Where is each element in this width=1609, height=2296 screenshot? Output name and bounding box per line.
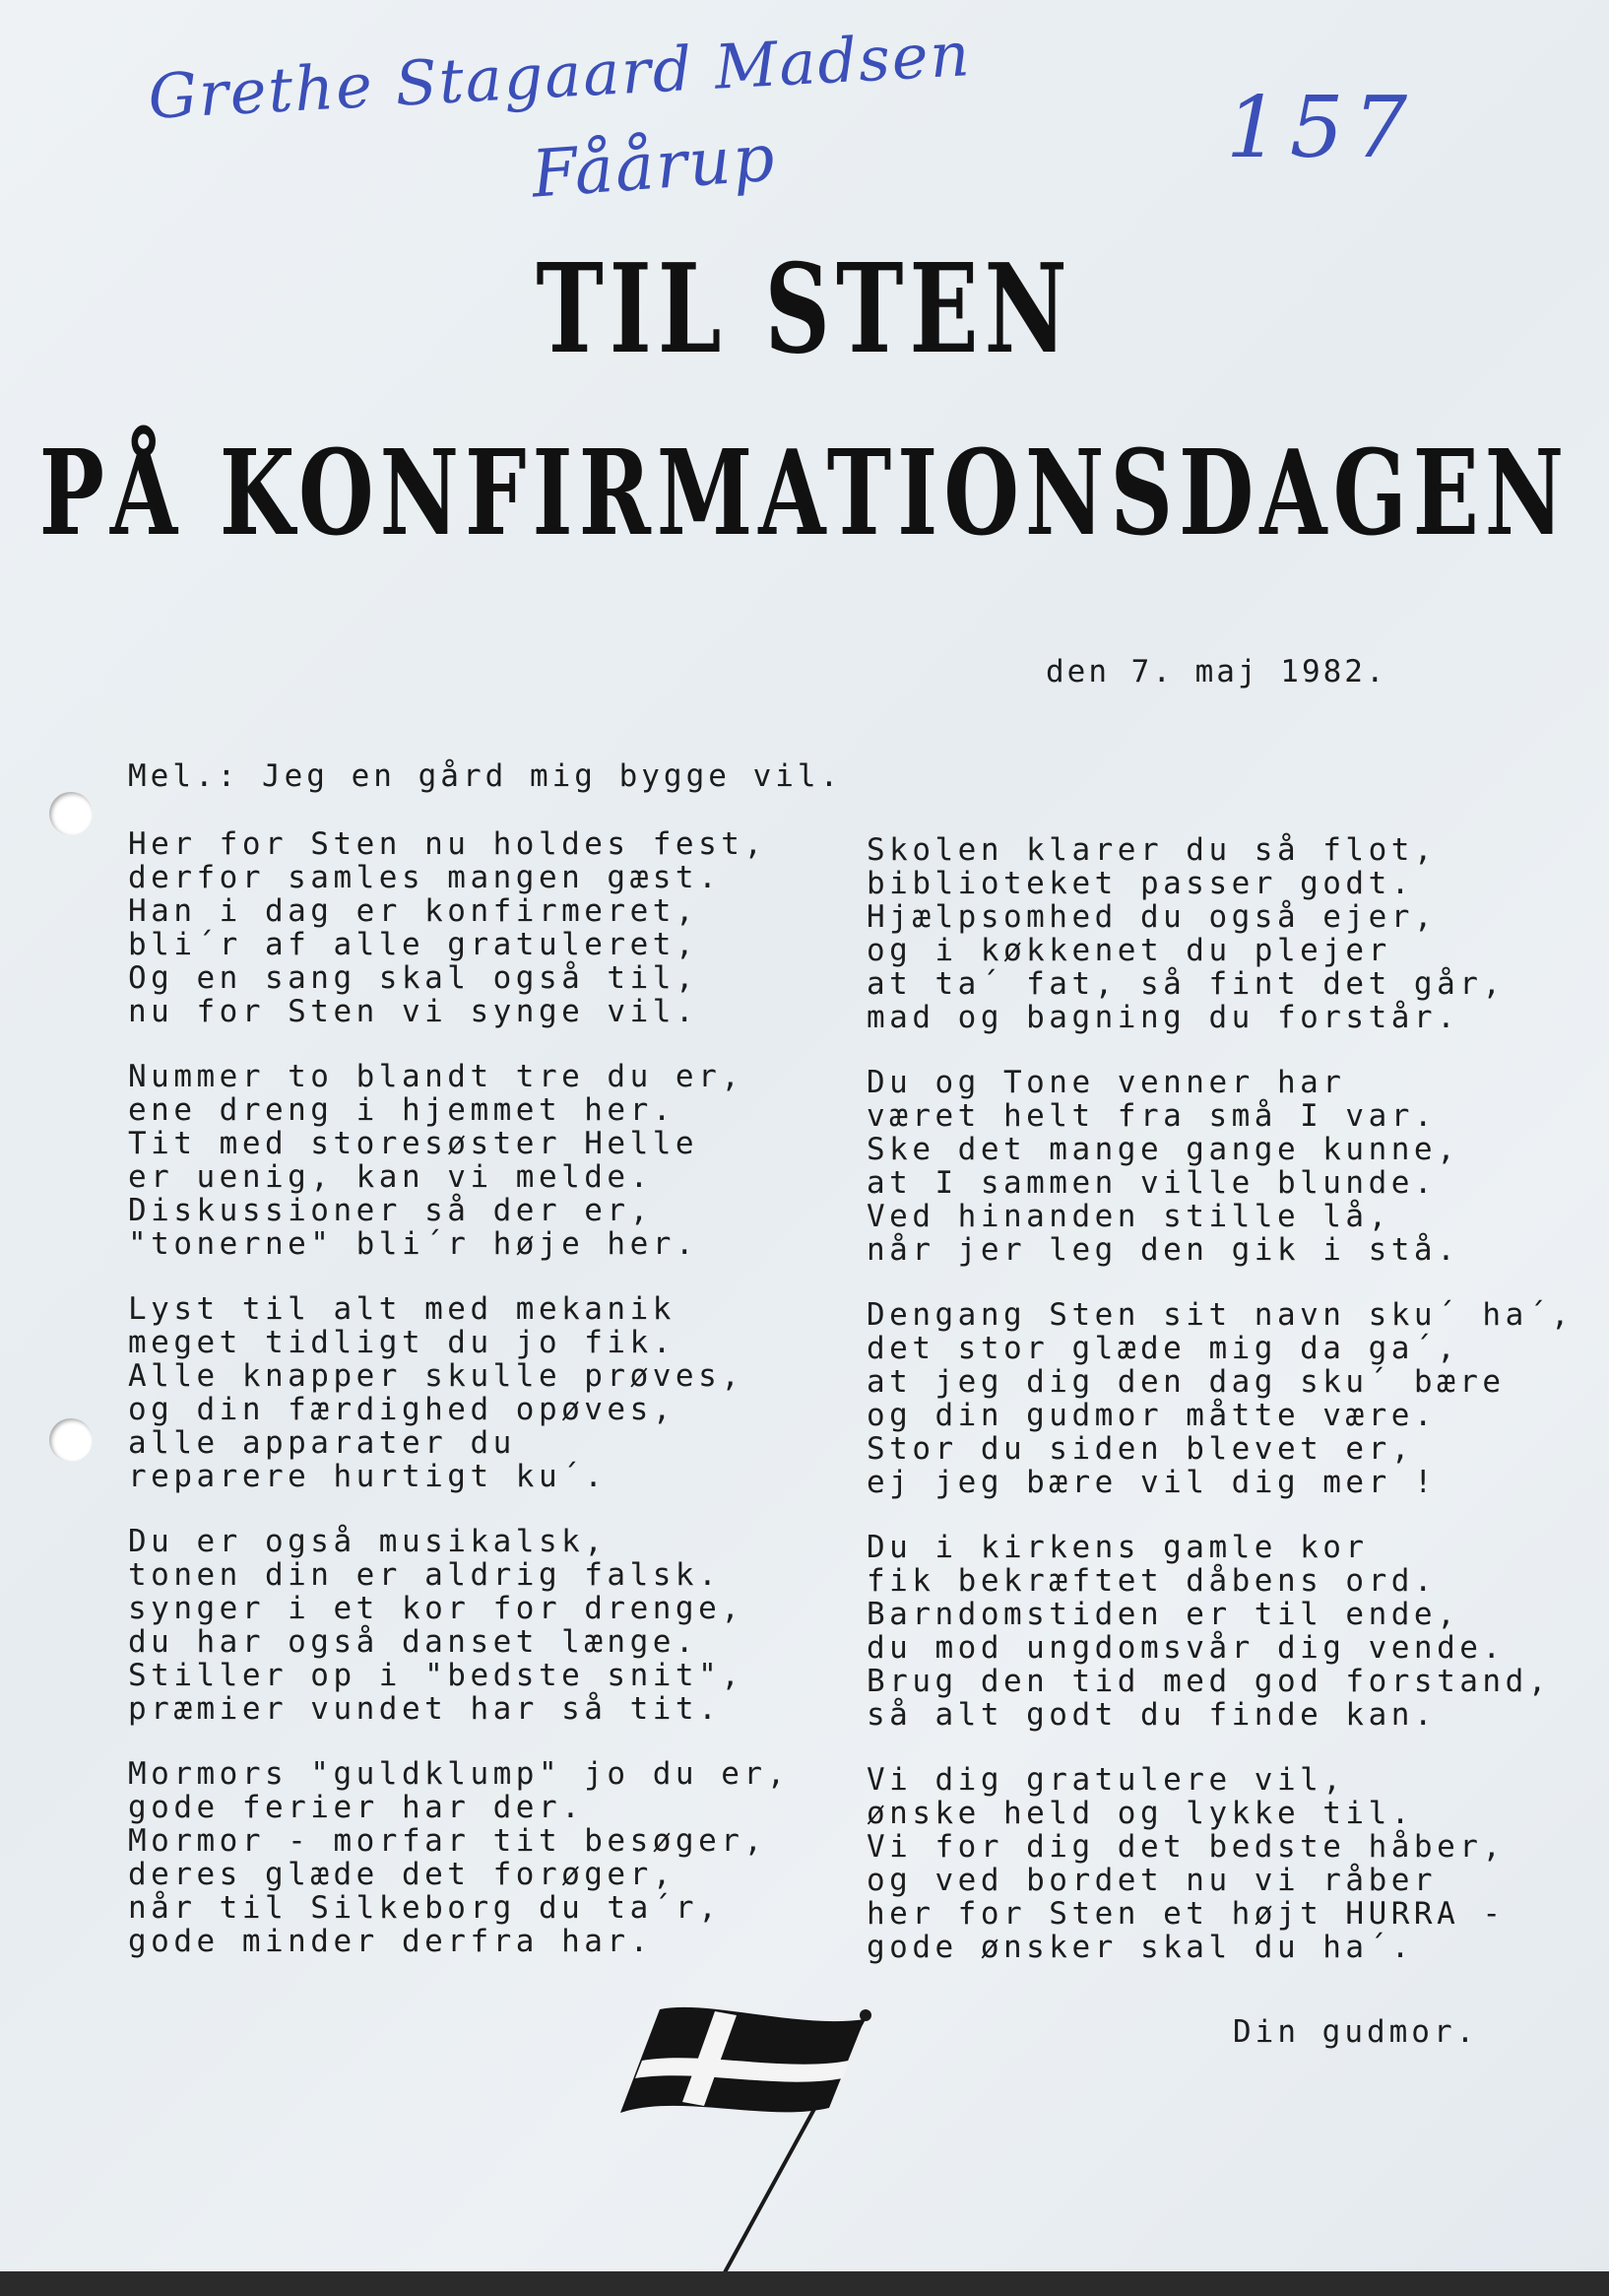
verse-line: ene dreng i hjemmet her. — [128, 1092, 676, 1128]
verse-line: Ved hinanden stille lå, — [867, 1199, 1391, 1234]
title-line-1: TIL STEN — [536, 237, 1073, 381]
verse — [867, 1066, 1576, 1267]
verse-line: Han i dag er konfirmeret, — [128, 893, 699, 929]
verse-line: "tonerne" bli´r høje her. — [128, 1226, 699, 1262]
verse — [128, 827, 778, 1028]
verse-line: derfor samles mangen gæst. — [128, 860, 722, 895]
verse-line: Vi for dig det bedste håber, — [867, 1829, 1506, 1865]
verse-line: Du er også musikalsk, — [128, 1524, 608, 1559]
verse-line: gode minder derfra har. — [128, 1924, 653, 1959]
danish-flag-icon — [620, 2000, 876, 2285]
verse-line: meget tidligt du jo fik. — [128, 1325, 676, 1360]
verse-line: Lyst til alt med mekanik — [128, 1291, 676, 1327]
verse-line: præmier vundet har så tit. — [128, 1691, 722, 1727]
verse-line: at jeg dig den dag sku´ bære — [867, 1364, 1506, 1400]
verse-line: du har også danset længe. — [128, 1624, 699, 1660]
left-column — [128, 826, 790, 1990]
verse-line: Barndomstiden er til ende, — [867, 1597, 1460, 1632]
verse-line: at ta´ fat, så fint det går, — [867, 966, 1506, 1002]
verse — [128, 1525, 778, 1726]
verse-line: er uenig, kan vi melde. — [128, 1159, 653, 1195]
verse-line: biblioteket passer godt. — [867, 866, 1414, 901]
verse-line: her for Sten et højt HURRA - — [867, 1896, 1506, 1932]
verse-line: Du og Tone venner har — [867, 1065, 1346, 1100]
verse-line: Brug den tid med god forstand, — [867, 1664, 1551, 1699]
handwritten-place: Fåårup — [529, 119, 779, 213]
verse-line: Nummer to blandt tre du er, — [128, 1059, 744, 1094]
verse-line: mad og bagning du forstår. — [867, 1000, 1460, 1035]
verse-line: og ved bordet nu vi råber — [867, 1863, 1438, 1898]
right-column — [867, 833, 1576, 1996]
verse-line: reparere hurtigt ku´. — [128, 1459, 608, 1494]
verse-line: bli´r af alle gratuleret, — [128, 927, 699, 962]
verse — [867, 833, 1576, 1034]
verse-line: Dengang Sten sit navn sku´ ha´, — [867, 1297, 1575, 1333]
verse-line: Ske det mange gange kunne, — [867, 1132, 1460, 1167]
verse-line: Skolen klarer du så flot, — [867, 832, 1438, 868]
verse-line: nu for Sten vi synge vil. — [128, 994, 699, 1029]
title-line-2: PÅ KONFIRMATIONSDAGEN — [38, 423, 1571, 562]
verse-line: været helt fra små I var. — [867, 1098, 1438, 1134]
date-line: den 7. maj 1982. — [1046, 654, 1387, 689]
punch-hole — [49, 792, 93, 835]
verse-line: gode ferier har der. — [128, 1790, 585, 1825]
verse — [128, 1060, 778, 1261]
verse-line: fik bekræftet dåbens ord. — [867, 1563, 1438, 1599]
verse-line: Og en sang skal også til, — [128, 960, 699, 996]
verse — [128, 1756, 790, 1959]
verse-line: Stor du siden blevet er, — [867, 1431, 1414, 1467]
handwritten-page-number: 157 — [1226, 79, 1418, 177]
verse-line: Mormors "guldklump" jo du er, — [128, 1756, 790, 1792]
punch-hole — [49, 1418, 93, 1462]
verse-line: og din gudmor måtte være. — [867, 1398, 1438, 1433]
verse-line: Mormor - morfar tit besøger, — [128, 1823, 767, 1859]
verse-line: tonen din er aldrig falsk. — [128, 1557, 722, 1593]
verse — [867, 1763, 1576, 1964]
verse-line: Alle knapper skulle prøves, — [128, 1358, 744, 1394]
verse-line: Vi dig gratulere vil, — [867, 1762, 1346, 1798]
verse-line: at I sammen ville blunde. — [867, 1165, 1438, 1201]
verse — [867, 1298, 1576, 1499]
verse — [867, 1531, 1576, 1732]
verse-line: Du i kirkens gamle kor — [867, 1530, 1369, 1565]
verse-line: så alt godt du finde kan. — [867, 1697, 1438, 1733]
verse-line: Tit med storesøster Helle — [128, 1126, 699, 1161]
verse-line: Hjælpsomhed du også ejer, — [867, 899, 1438, 935]
verse-line: og din færdighed opøves, — [128, 1392, 676, 1427]
verse-line: når til Silkeborg du ta´r, — [128, 1890, 722, 1926]
verse-line: gode ønsker skal du ha´. — [867, 1930, 1414, 1965]
verse-line: ej jeg bære vil dig mer ! — [867, 1465, 1438, 1500]
verse-line: når jer leg den gik i stå. — [867, 1232, 1460, 1268]
verse-line: deres glæde det forøger, — [128, 1857, 676, 1892]
verse-line: og i køkkenet du plejer — [867, 933, 1391, 968]
verse-line: synger i et kor for drenge, — [128, 1591, 744, 1626]
verse-line: Her for Sten nu holdes fest, — [128, 826, 767, 862]
verse-line: ønske held og lykke til. — [867, 1796, 1414, 1831]
verse-line: alle apparater du — [128, 1425, 516, 1461]
handwritten-name: Grethe Stagaard Madsen — [146, 18, 974, 133]
scan-bottom-edge — [0, 2271, 1609, 2296]
melody-line: Mel.: Jeg en gård mig bygge vil. — [128, 758, 843, 794]
signature: Din gudmor. — [1233, 2014, 1479, 2050]
verse-line: du mod ungdomsvår dig vende. — [867, 1630, 1506, 1666]
verse-line: det stor glæde mig da ga´, — [867, 1331, 1460, 1366]
verse-line: Diskussioner så der er, — [128, 1193, 653, 1228]
verse-line: Stiller op i "bedste snit", — [128, 1658, 744, 1693]
verse — [128, 1292, 778, 1493]
